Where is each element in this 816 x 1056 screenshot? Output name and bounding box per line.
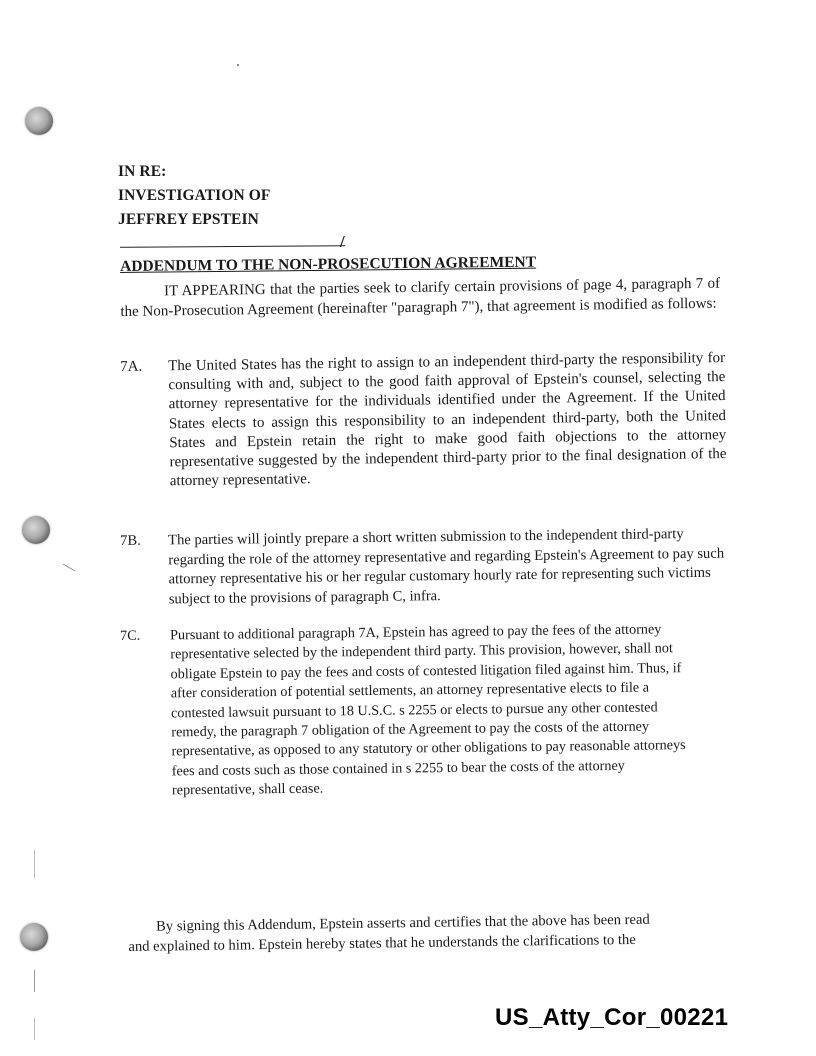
paragraph-text: The parties will jointly prepare a short written submission to the independent third-party regarding the role of the attorney representative and regarding Epstein's Agreement to pay such attorney representative his or her regular customary hourly rate for representing such victims subject to the provisions of paragraph C, infra. <box>168 526 725 608</box>
paragraph-7a <box>120 349 727 492</box>
paragraph-7b <box>120 525 726 611</box>
paragraph-number: 7C. <box>120 627 141 644</box>
case-caption <box>118 160 270 232</box>
punch-hole-top <box>25 107 53 135</box>
caption-separator-line <box>120 245 345 248</box>
intro-paragraph: IT APPEARING that the parties seek to clarify certain provisions of page 4, paragraph 7 of the Non-Prosecution Agreement (hereinafter "paragraph 7"), that agreement is modified as follows: <box>120 275 721 320</box>
document-title: ADDENDUM TO THE NON-PROSECUTION AGREEMENT <box>120 253 537 275</box>
scan-speck <box>63 564 76 572</box>
punch-hole-bottom <box>20 923 48 951</box>
paragraph-text: The United States has the right to assign to an independent third-party the responsibility for consulting with and, subject to the good faith approval of Epstein's counsel, selecting the attorney representative for the individuals identified under the Agreement. If the United States elects to assign this responsibility to an independent third-party, both the United States and Epstein retain the right to make good faith objections to the attorney representative suggested by the independent third-party prior to the final designation of the attorney representative. <box>168 350 727 490</box>
paragraph-number: 7B. <box>120 532 141 549</box>
paragraph-number: 7A. <box>120 358 143 375</box>
caption-investigation-of: INVESTIGATION OF <box>118 187 271 204</box>
paragraph-7c <box>120 620 732 802</box>
scan-speck <box>237 64 239 66</box>
closing-line-1: By signing this Addendum, Epstein asserts and certifies that the above has been read <box>156 911 650 935</box>
caption-in-re: IN RE: <box>118 163 167 180</box>
bates-number: US_Atty_Cor_00221 <box>495 1004 729 1031</box>
closing-paragraph <box>128 910 728 957</box>
punch-hole-middle <box>22 516 50 544</box>
scan-speck <box>34 970 35 992</box>
scan-speck <box>34 850 35 878</box>
scan-speck <box>34 1018 35 1040</box>
closing-line-2: and explained to him. Epstein hereby states that he understands the clarifications to the <box>128 931 636 955</box>
caption-separator-slash: / <box>340 232 345 251</box>
paragraph-text: Pursuant to additional paragraph 7A, Epstein has agreed to pay the fees of the attorney representative selected by the independent third party. This provision, however, shall not obligate Epstein to pay the fees and costs of contested litigation filed against him. Thus, if after consideration of potential settlements, an attorney representative elects to file a contested lawsuit pursuant to 18 U.S.C. s 2255 or elects to pursue any other contested remedy, the paragraph 7 obligation of the Agreement to pay the costs of the attorney representative, as opposed to any statutory or other obligations to pay reasonable attorneys fees and costs such as those contained in s 2255 to bear the costs of the attorney representative, shall cease. <box>170 621 686 799</box>
caption-subject: JEFFREY EPSTEIN <box>118 211 259 228</box>
